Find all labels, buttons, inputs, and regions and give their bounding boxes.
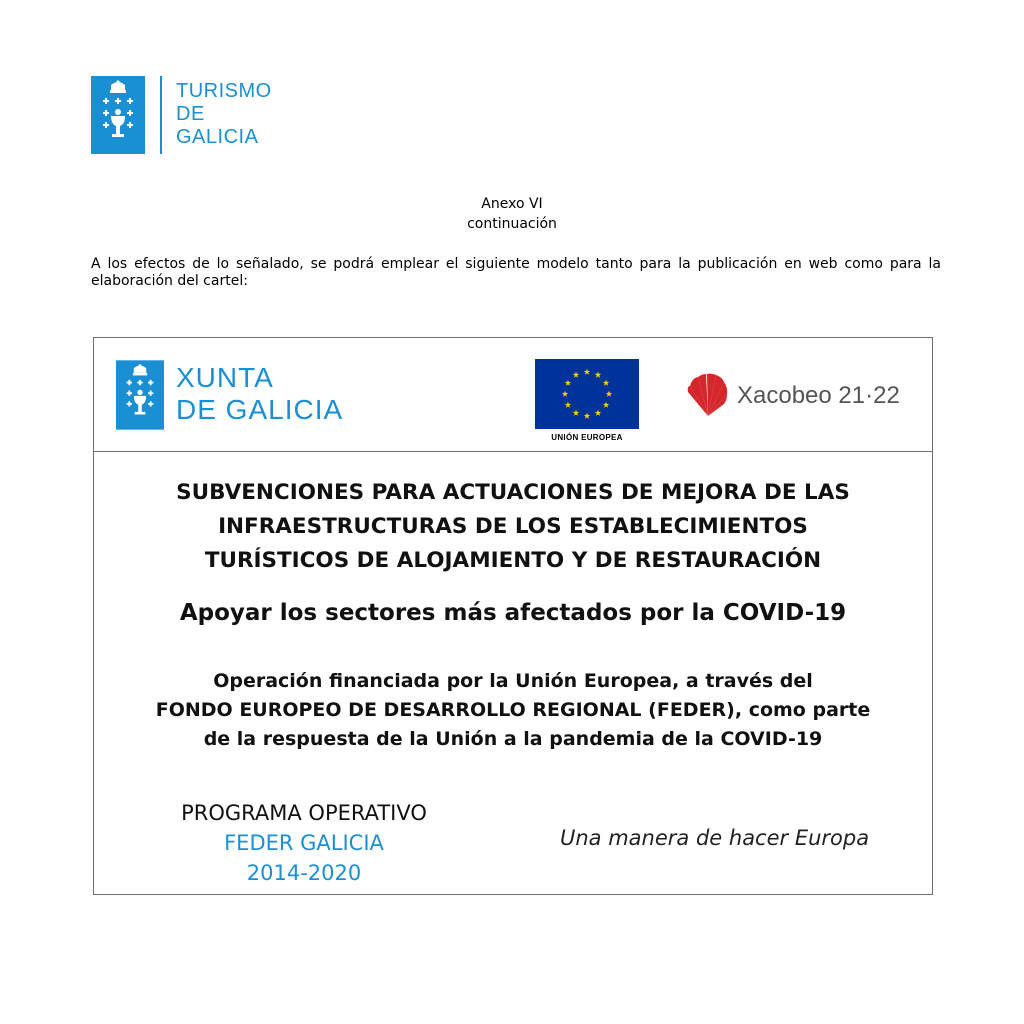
brand-line: GALICIA — [176, 126, 259, 148]
poster-model — [93, 337, 933, 895]
logo-divider — [160, 76, 162, 154]
programme-line: FEDER GALICIA — [224, 831, 384, 855]
poster-title-line: SUBVENCIONES PARA ACTUACIONES DE MEJORA DE LAS — [176, 480, 850, 505]
xacobeo-wordmark: Xacobeo 21·22 — [737, 382, 900, 409]
poster-title-line: TURÍSTICOS DE ALOJAMIENTO Y DE RESTAURACIÓN — [204, 548, 822, 573]
eu-label: UNIÓN EUROPEA — [551, 433, 623, 442]
programme-line: PROGRAMA OPERATIVO — [181, 801, 427, 825]
poster-logo-bar — [94, 338, 932, 452]
brand-line: DE — [176, 103, 205, 125]
brand-line: TURISMO — [176, 80, 272, 102]
turismo-galicia-wordmark — [176, 80, 272, 149]
operation-line: de la respuesta de la Unión a la pandemia de la COVID-19 — [203, 728, 823, 750]
operational-programme — [134, 798, 474, 888]
xunta-wordmark — [176, 362, 343, 426]
annex-subtitle: continuación — [467, 216, 557, 232]
operation-statement — [94, 667, 932, 754]
poster-title-line: INFRAESTRUCTURAS DE LOS ESTABLECIMIENTOS — [218, 514, 808, 539]
programme-line: 2014-2020 — [246, 861, 362, 885]
galicia-coat-of-arms-icon — [91, 76, 145, 154]
xunta-line: XUNTA — [176, 362, 274, 393]
intro-paragraph: A los efectos de lo señalado, se podrá emplear el siguiente modelo tanto para la publicación en web como para la elaboración del cartel: — [91, 256, 941, 289]
eu-tagline: Una manera de hacer Europa — [560, 826, 870, 850]
xunta-line: DE GALICIA — [176, 394, 344, 425]
operation-line: FONDO EUROPEO DE DESARROLLO REGIONAL (FEDER), como parte — [155, 699, 871, 721]
operation-line: Operación financiada por la Unión Europea, a través del — [213, 670, 813, 692]
annex-title: Anexo VI — [481, 196, 543, 212]
xunta-coat-of-arms-icon — [116, 360, 164, 430]
annex-heading — [0, 194, 1024, 234]
xacobeo-shell-icon — [686, 372, 730, 418]
poster-subtitle: Apoyar los sectores más afectados por la COVID-19 — [179, 600, 847, 626]
poster-title — [94, 476, 932, 578]
eu-flag-icon — [535, 359, 639, 429]
